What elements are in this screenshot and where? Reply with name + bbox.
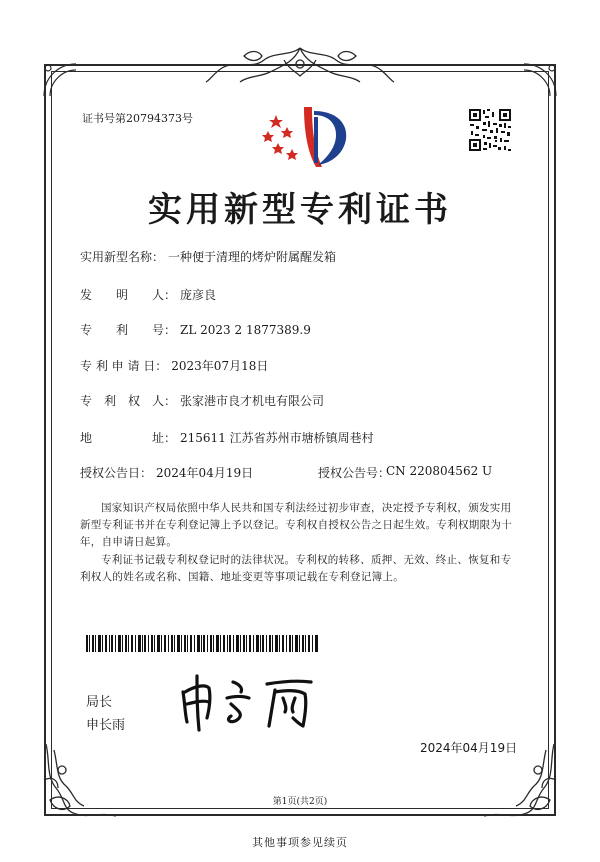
- patent-number-value: ZL 2023 2 1877389.9: [180, 323, 311, 337]
- corner-ornament-top-left: [40, 60, 80, 100]
- row-filing-date: [80, 357, 268, 374]
- handwritten-signature: [175, 670, 320, 732]
- row-patentee: [80, 392, 324, 409]
- utility-name-label: 实用新型名称：: [80, 250, 165, 264]
- row-utility-name: [80, 248, 336, 265]
- cnipa-emblem-logo: [256, 103, 352, 169]
- barcode: [86, 635, 318, 652]
- filing-date-label: 专 利 申 请 日：: [80, 359, 168, 373]
- grant-number-value: CN 220804562 U: [386, 464, 493, 478]
- certificate-title: 实用新型专利证书: [148, 190, 452, 230]
- grant-date-value: 2024年04月19日: [156, 466, 254, 480]
- row-address: [80, 429, 374, 446]
- grant-number-label: 授权公告号：: [318, 466, 391, 480]
- legal-status-paragraph: 专利证书记载专利权登记时的法律状况。专利权的转移、质押、无效、终止、恢复和专利权人的姓名或名称、国籍、地址变更等事项记载在专利登记簿上。: [80, 554, 512, 583]
- utility-name-value: 一种便于清理的烤炉附属醒发箱: [168, 250, 337, 264]
- certificate-number: 证书号第20794373号: [82, 112, 193, 125]
- corner-ornament-top-right: [520, 60, 560, 100]
- signatory-title: 局长: [86, 695, 113, 710]
- top-ornament: [204, 42, 396, 86]
- patentee-value: 张家港市良才机电有限公司: [180, 394, 325, 408]
- filing-date-value: 2023年07月18日: [171, 359, 269, 373]
- grant-date-label: 授权公告日：: [80, 466, 153, 480]
- signature-date: 2024年04月19日: [420, 741, 518, 755]
- row-grant: [80, 464, 493, 481]
- signatory-name: 申长雨: [86, 718, 126, 733]
- inventor-value: 庞彦良: [180, 288, 217, 302]
- footer-note: 其他事项参见续页: [252, 836, 348, 849]
- qr-code: [468, 108, 512, 152]
- row-patent-number: [80, 321, 311, 338]
- address-value: 215611 江苏省苏州市塘桥镇周巷村: [180, 431, 374, 445]
- grant-statement-paragraph: 国家知识产权局依照中华人民共和国专利法经过初步审查，决定授予专利权，颁发实用新型专利证书并在专利登记簿上予以登记。专利权自授权公告之日起生效。专利权期限为十年，自申请日起算。: [80, 502, 512, 548]
- patentee-label: 专 利 权 人：: [80, 394, 177, 408]
- inventor-label: 发 明 人：: [80, 288, 177, 302]
- page-number: 第1页(共2页): [272, 797, 328, 807]
- corner-ornament-bottom-left: [40, 740, 120, 820]
- patent-number-label: 专 利 号：: [80, 323, 177, 337]
- row-inventor: [80, 286, 216, 303]
- address-label: 地 址：: [80, 431, 177, 445]
